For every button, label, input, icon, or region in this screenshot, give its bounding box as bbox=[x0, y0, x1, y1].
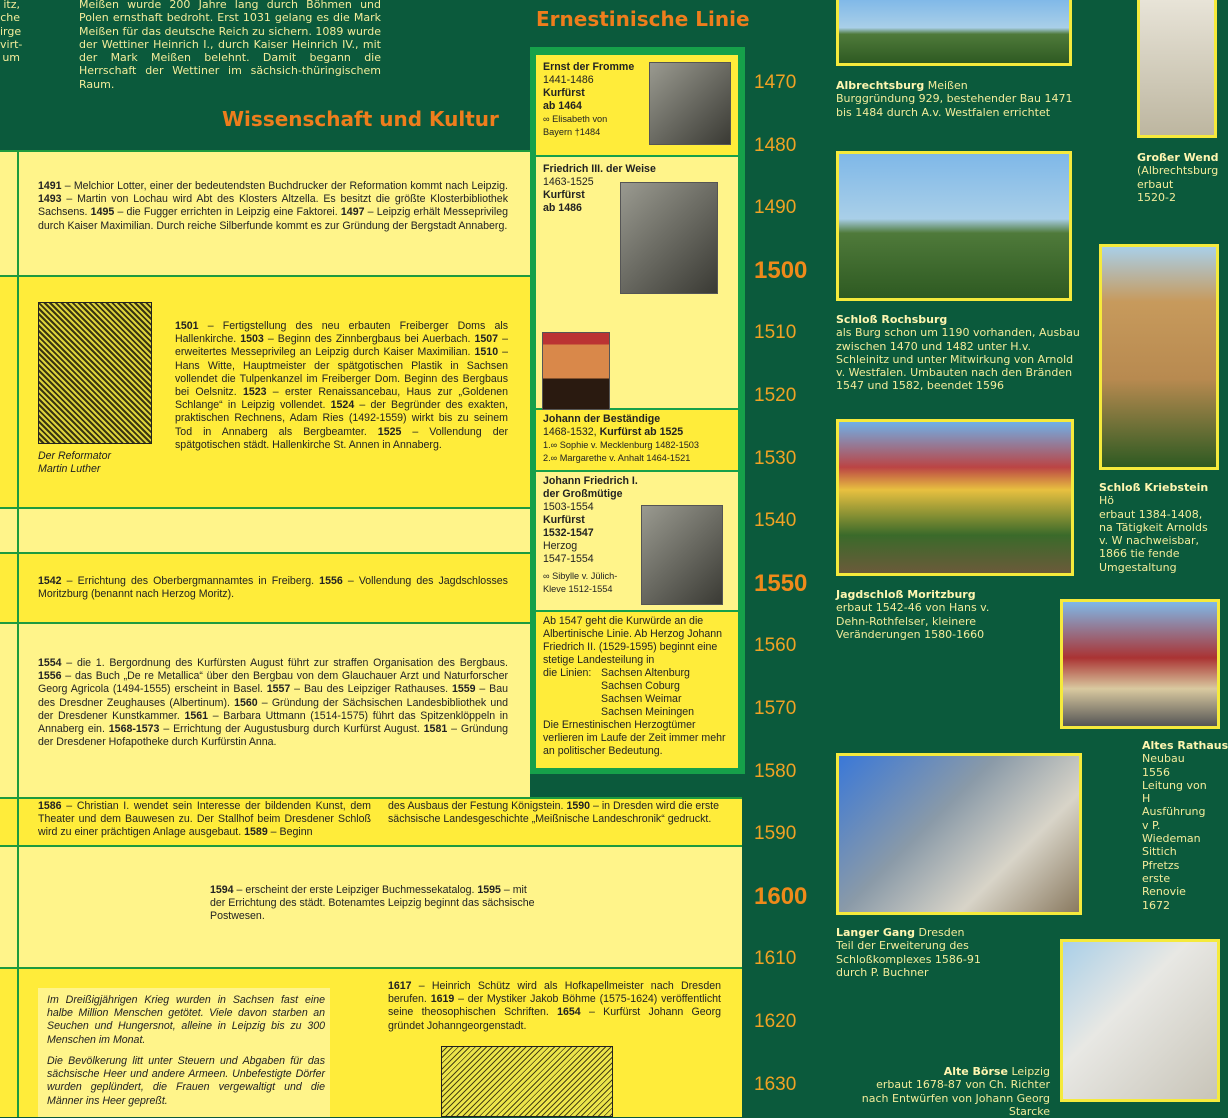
event-text: die 1. Bergordnung des Kurfürsten August führt zur straffen Organisation des Bergbaus. bbox=[76, 657, 509, 669]
event-text: Gründung der Dresdener Hofapotheke durch Kurfürstin Anna. bbox=[38, 723, 508, 749]
ruler-friedrich: Friedrich III. der Weise 1463-1525 Kurfürst ab 1486 bbox=[536, 157, 738, 408]
moritzburg-photo bbox=[836, 419, 1074, 576]
event-text: Martin von Lochau wird Abt des Klosters Altzella. Es besitzt die größte Klosterbibliothek Sachsens. bbox=[38, 193, 509, 219]
albrechtsburg-photo bbox=[836, 0, 1072, 66]
ernestine-line-column bbox=[530, 47, 745, 774]
portrait-image bbox=[542, 332, 610, 410]
caption-rochsburg: Schloß Rochsburg als Burg schon um 1190 vorhanden, Ausbau zwischen 1470 und 1482 unter H.v. Schleinitz und unter Mitwirkung von Arnold v. Westfalen. Umbauten nach den Bränden 1547 und 1582, beendet 1596 bbox=[836, 313, 1080, 393]
event-year: 1495 bbox=[90, 206, 115, 219]
caption-langer-gang: Langer Gang Dresden Teil der Erweiterung des Schloßkomplexes 1586-91 durch P. Buchner bbox=[836, 926, 981, 979]
event-year: 1581 bbox=[423, 723, 448, 736]
event-text: Bau des Leipziger Rathauses. bbox=[303, 683, 452, 696]
event-text: Bau des Dresdner Zeughauses (Albertinum). bbox=[38, 683, 509, 709]
rochsburg-photo bbox=[836, 151, 1072, 301]
event-text: erweitertes Messeprivileg an Leipzig durch Kaiser Maximilian. bbox=[175, 346, 475, 359]
year-label: 1580 bbox=[754, 760, 797, 782]
event-year: 1561 bbox=[184, 709, 209, 722]
culture-text-1501: 1501 – Fertigstellung des neu erbauten Freiberger Doms als Hallenkirche. 1503 – Beginn des Zinnbergbaus bei Auerbach. 1507 – erweitertes Messeprivileg an Leipzig durch Kaiser Maximilian. 1510 – Hans Witte, Hauptmeister der spätgotischen Plastik in Sachsen vollendet die Tulpenkanzel im Freiberger Dom. Beginn des Bergbaus bei Oelsnitz. 1523 – erster Renaissancebau, Haus zur „Goldenen Schlange“ in Leipzig vollendet. 1524 – der Begründer des exakten, praktischen Rechnens, Adam Ries (1492-1559) wirkt bis zu seinem Tod in Annaberg als Bergbeamter. 1525 – Vollendung der spätgotischen städt. Hallenkirche St. Annen in Annaberg. bbox=[175, 320, 509, 451]
event-text: Gründung der Sächsischen Landesbibliothek und der Dresdener Kunstkammer. bbox=[38, 696, 508, 722]
war-engraving-image bbox=[441, 1046, 613, 1117]
event-year: 1497 bbox=[340, 206, 365, 219]
year-label: 1610 bbox=[754, 948, 797, 970]
event-year: 1501 bbox=[175, 320, 199, 332]
year-label: 1470 bbox=[754, 72, 797, 93]
event-text: der Mystiker Jakob Böhme (1575-1624) veröffentlicht seine theosophischen Schriften. bbox=[388, 993, 721, 1019]
war-text-2: Die Bevölkerung litt unter Steuern und Abgaben für das sächsische Heer und andere Armeen. Unbefestigte Dörfer wurden geplündert, die Frauen vergewaltigt und die Männer ins Heer gepreßt. bbox=[47, 1055, 325, 1107]
event-text: Errichtung der Augustusburg durch Kurfürst August. bbox=[173, 723, 424, 736]
event-year: 1524 bbox=[330, 399, 355, 412]
event-year: 1589 bbox=[244, 826, 268, 839]
event-text: Beginn bbox=[279, 826, 313, 839]
year-label: 1520 bbox=[754, 385, 797, 406]
event-text: Fertigstellung des neu erbauten Freiberger Doms als Hallenkirche. bbox=[175, 320, 509, 346]
caption-kriebstein: Schloß Kriebstein Hö erbaut 1384-1408, na Tätigkeit Arnolds v. W nachweisbar, 1866 tie fende Umgestaltung bbox=[1099, 481, 1209, 574]
event-year: 1556 bbox=[319, 575, 343, 587]
event-year: 1525 bbox=[377, 425, 402, 438]
event-text: Christian I. wendet sein Interesse der bildenden Kunst, dem Theater und dem Bauwesen zu. Der Stallhof beim Dresdener Schloß wird zu einer prächtigen Anlage ausgebaut. bbox=[38, 800, 371, 839]
line-note: Ab 1547 geht die Kurwürde an die Albertinische Linie. Ab Herzog Johann Friedrich II. (1529-1595) beginnt eine stetige Landesteilung in die Linien: Sachsen Altenburg Sachsen Coburg Sachsen Weimar Sachsen Meiningen Die Ernestinischen Herzogtümer verlieren im Laufe der Zeit immer mehr an politischer Bedeutung. bbox=[536, 612, 738, 768]
event-text: mit der Errichtung des städt. Botenamtes Leipzig beginnt das sächsische Postwesen. bbox=[210, 884, 535, 923]
caption-moritzburg: Jagdschloß Moritzburg erbaut 1542-46 von Hans v. Dehn-Rothfelser, kleinere Veränderungen 1580-1660 bbox=[836, 588, 990, 641]
event-text: Barbara Uttmann (1514-1575) führt das Spitzenklöppeln in Annaberg ein. bbox=[38, 709, 508, 736]
ruler-ernst: Ernst der Fromme 1441-1486 Kurfürst ab 1464 ∞ Elisabeth von Bayern †1484 bbox=[536, 55, 738, 155]
year-label: 1530 bbox=[754, 447, 797, 469]
event-text: Hans Witte, Hauptmeister der spätgotischen Plastik in Sachsen vollendet die Tulpenkanzel im Freiberger Dom. Beginn des Bergbaus bei Oelsnitz. bbox=[175, 359, 508, 399]
war-box bbox=[38, 988, 330, 1117]
event-text: erscheint der erste Leipziger Buchmessekatalog. bbox=[245, 884, 478, 896]
grosser-wendelstein-photo bbox=[1137, 0, 1217, 138]
event-text: der Begründer des exakten, praktischen Rechnens, Adam Ries (1492-1559) wirkt bis zu seinem Tod in Annaberg als Bergbeamter. bbox=[175, 399, 508, 438]
portrait-image bbox=[641, 505, 723, 605]
event-text: Errichtung des Oberbergmannamtes in Freiberg. bbox=[77, 575, 320, 587]
culture-text-1554: 1554 – die 1. Bergordnung des Kurfürsten August führt zur straffen Organisation des Bergbaus. 1556 – das Buch „De re Metallica“ über den Bergbau von dem Glauchauer Arzt und Naturforscher Georg Agricola (1494-1555) erscheint in Basel. 1557 – Bau des Leipziger Rathauses. 1559 – Bau des Dresdner Zeughauses (Albertinum). 1560 – Gründung der Sächsischen Landesbibliothek und der Dresdener Kunstkammer. 1561 – Barbara Uttmann (1514-1575) führt das Spitzenklöppeln in Annaberg ein. 1568-1573 – Errichtung der Augustusburg durch Kurfürst August. 1581 – Gründung der Dresdener Hofapotheke durch Kurfürstin Anna. bbox=[38, 657, 509, 749]
culture-heading: Wissenschaft und Kultur bbox=[222, 107, 499, 131]
year-label: 1560 bbox=[754, 635, 797, 657]
year-label: 1510 bbox=[754, 322, 797, 344]
event-text: des Ausbaus der Festung Königstein. bbox=[388, 800, 567, 812]
culture-text-1594: 1594 – erscheint der erste Leipziger Buchmessekatalog. 1595 – mit der Errichtung des städt. Botenamtes Leipzig beginnt das sächsische Postwesen. bbox=[210, 884, 535, 923]
event-year: 1542 bbox=[38, 575, 62, 587]
portrait-image bbox=[620, 182, 718, 294]
event-year: 1523 bbox=[242, 386, 267, 399]
event-year: 1619 bbox=[430, 993, 455, 1006]
event-year: 1586 bbox=[38, 800, 62, 812]
year-label: 1490 bbox=[754, 197, 797, 219]
event-year: 1594 bbox=[210, 884, 234, 896]
portrait-image bbox=[649, 62, 731, 145]
event-year: 1554 bbox=[38, 657, 62, 669]
event-year: 1617 bbox=[388, 980, 412, 992]
line-heading: Ernestinische Linie bbox=[536, 7, 750, 31]
event-year: 1559 bbox=[451, 683, 476, 696]
ruler-johann: Johann der Beständige 1468-1532, Kurfürst ab 1525 1.∞ Sophie v. Mecklenburg 1482-1503 2.∞ Margarethe v. Anhalt 1464-1521 bbox=[536, 410, 738, 470]
event-year: 1503 bbox=[240, 333, 264, 346]
year-label: 1500 bbox=[754, 256, 808, 284]
year-label: 1570 bbox=[754, 698, 797, 719]
war-text-1: Im Dreißigjährigen Krieg wurden in Sachsen fast eine halbe Million Menschen getötet. Viele davon starben an Seuchen und Hungersnot, alleine in Leipzig bis zu 300 Menschen im Monat. bbox=[47, 994, 325, 1046]
langer-gang-photo bbox=[836, 753, 1082, 915]
altes-rathaus-photo bbox=[1060, 599, 1220, 729]
intro-text: Meißen wurde 200 Jahre lang durch Böhmen und Polen ernsthaft bedroht. Erst 1031 gelang es die Mark Meißen für das deutsche Reich zu sichern. 1089 wurde der Wettiner Heinrich I., durch Kaiser Heinrich IV., mit der Mark Meißen belehnt. Damit begann die Herrschaft der Wettiner im sächsich-thüringischem Raum. bbox=[79, 0, 381, 91]
divider bbox=[17, 150, 19, 1117]
event-text: Vollendung der spätgotischen städt. Hallenkirche St. Annen in Annaberg. bbox=[175, 425, 509, 451]
event-year: 1507 bbox=[474, 333, 499, 346]
event-text: die Fugger errichten in Leipzig eine Faktorei. bbox=[126, 206, 341, 219]
event-text: Beginn des Zinnbergbaus bei Auerbach. bbox=[277, 333, 475, 346]
caption-albrechtsburg: Albrechtsburg Meißen Burggründung 929, bestehender Bau 1471 bis 1484 durch A.v. Westfalen errichtet bbox=[836, 79, 1073, 119]
culture-row bbox=[0, 507, 530, 552]
event-year: 1557 bbox=[266, 683, 291, 696]
year-label: 1600 bbox=[754, 882, 808, 910]
event-text: Melchior Lotter, einer der bedeutendsten Buchdrucker der Reformation kommt nach Leipzig. bbox=[73, 180, 508, 192]
event-text: Kurfürst Johann Georg gründet Johanngeorgenstadt. bbox=[388, 1006, 721, 1032]
event-year: 1493 bbox=[38, 193, 62, 206]
event-text: Leipzig erhält Messeprivileg durch Kaiser Maximilian. Durch reiche Silberfunde kommt es zur Gründung der Bergstadt Annaberg. bbox=[38, 206, 509, 232]
alte-boerse-photo bbox=[1060, 939, 1220, 1102]
year-label: 1590 bbox=[754, 823, 797, 845]
event-year: 1560 bbox=[234, 696, 258, 709]
year-label: 1540 bbox=[754, 510, 797, 532]
luther-woodcut-image bbox=[38, 302, 152, 444]
kriebstein-photo bbox=[1099, 244, 1219, 470]
caption-alte-boerse: Alte Börse Leipzig erbaut 1678-87 von Ch. Richter nach Entwürfen von Johann Georg Starcke bbox=[861, 1065, 1050, 1118]
event-year: 1654 bbox=[557, 1006, 581, 1019]
event-text: das Buch „De re Metallica“ über den Bergbau von dem Glauchauer Arzt und Naturforscher Georg Agricola (1494-1555) erscheint in Basel. bbox=[38, 670, 508, 696]
event-year: 1568-1573 bbox=[108, 723, 160, 736]
event-year: 1590 bbox=[566, 800, 591, 812]
intro-fragment: itz, che irge virt- um bbox=[0, 0, 23, 65]
culture-text-1491: 1491 – Melchior Lotter, einer der bedeutendsten Buchdrucker der Reformation kommt nach Leipzig. 1493 – Martin von Lochau wird Abt des Klosters Altzella. Es besitzt die größte Klosterbibliothek Sachsens. 1495 – die Fugger errichten in Leipzig eine Faktorei. 1497 – Leipzig erhält Messeprivileg durch Kaiser Maximilian. Durch reiche Silberfunde kommt es zur Gründung der Bergstadt Annaberg. bbox=[38, 180, 509, 232]
year-label: 1480 bbox=[754, 134, 797, 156]
culture-text-1590: des Ausbaus der Festung Königstein. 1590 – in Dresden wird die erste sächsische Landesgeschichte „Meißnische Landeschronik“ gedruckt. bbox=[388, 800, 719, 826]
year-label: 1550 bbox=[754, 569, 808, 597]
event-year: 1510 bbox=[474, 346, 499, 359]
event-year: 1491 bbox=[38, 180, 62, 192]
luther-caption: Der Reformator Martin Luther bbox=[38, 450, 111, 476]
ruler-johann-friedrich: Johann Friedrich I. der Großmütige 1503-1554 Kurfürst 1532-1547 Herzog 1547-1554 ∞ Sibylle v. Jülich- Kleve 1512-1554 bbox=[536, 472, 738, 610]
culture-text-1542: 1542 – Errichtung des Oberbergmannamtes in Freiberg. 1556 – Vollendung des Jagdschlosses Moritzburg (benannt nach Herzog Moritz). bbox=[38, 575, 508, 601]
culture-text-1586: 1586 – Christian I. wendet sein Interesse der bildenden Kunst, dem Theater und dem Bauwesen zu. Der Stallhof beim Dresdener Schloß wird zu einer prächtigen Anlage ausgebaut. 1589 – Beginn bbox=[38, 800, 371, 839]
culture-text-1617: 1617 – Heinrich Schütz wird als Hofkapellmeister nach Dresden berufen. 1619 – der Mystiker Jakob Böhme (1575-1624) veröffentlicht seine theosophischen Schriften. 1654 – Kurfürst Johann Georg gründet Johanngeorgenstadt. bbox=[388, 980, 722, 1032]
event-year: 1556 bbox=[38, 670, 62, 683]
caption-grosser-wendelstein: Großer Wend (Albrechtsburg erbaut 1520-2 bbox=[1137, 151, 1219, 204]
event-text: Vollendung des Jagdschlosses Moritzburg (benannt nach Herzog Moritz). bbox=[38, 575, 508, 601]
event-text: Heinrich Schütz wird als Hofkapellmeister nach Dresden berufen. bbox=[388, 980, 722, 1006]
year-label: 1630 bbox=[754, 1073, 797, 1095]
event-text: erster Renaissancebau, Haus zur „Goldenen Schlange“ in Leipzig vollendet. bbox=[175, 386, 508, 412]
event-year: 1595 bbox=[477, 884, 501, 896]
year-label: 1620 bbox=[754, 1011, 797, 1032]
event-text: in Dresden wird die erste sächsische Landesgeschichte „Meißnische Landeschronik“ gedruckt. bbox=[388, 800, 719, 826]
caption-altes-rathaus: Altes Rathaus Neubau 1556 Leitung von H Ausführung v P. Wiedeman Sittich Pfretzs erste Renovie 1672 bbox=[1142, 739, 1228, 912]
